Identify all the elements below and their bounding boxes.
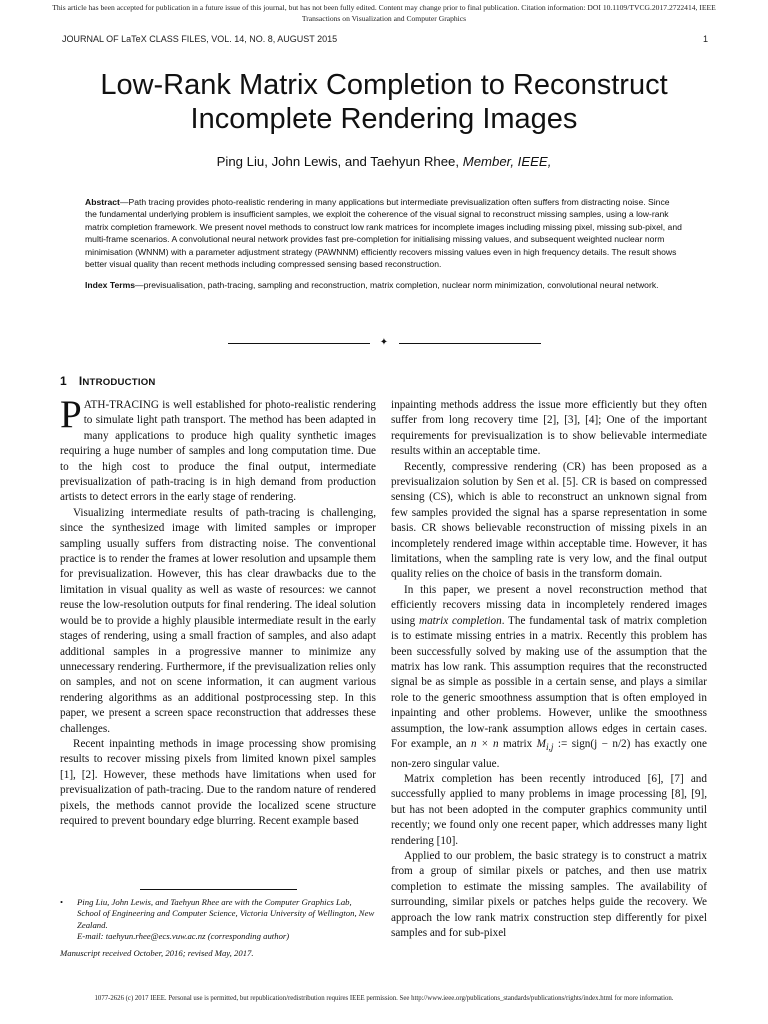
paragraph-text: matrix	[498, 737, 537, 750]
section-title-rest: NTRODUCTION	[82, 377, 156, 388]
divider-line-left	[228, 343, 370, 344]
section-heading	[60, 374, 156, 388]
journal-info: JOURNAL OF LaTeX CLASS FILES, VOL. 14, NO. 8, AUGUST 2015	[62, 34, 338, 44]
footnote-body	[77, 897, 376, 942]
lead-in-smallcaps: ATH-TRACING	[83, 399, 159, 411]
abstract-text: —Path tracing provides photo-realistic rendering in many applications but intermediate previsualization often suffers from distracting noise. Since the fundamental underlying problem is insufficient samples, we exploit the coherence of the visual signal to reconstruct missing samples, using a low-rank matrix completion framework. We present novel methods to construct low rank matrices for incomplete images including missing pixel, missing sub-pixel, and multi-frame scenarios. A convolutional neural network provides fast pre-completion for initialising missing values, and subsequent weighted nuclear norm minimisation (WNNM) with a parameter adjustment strategy (PAWNNM) efficiently recovers missing values even in high frequency details. The result shows better visual quality than recent methods including compressed sensing based reconstruction.	[85, 197, 682, 270]
copyright-footer: 1077-2626 (c) 2017 IEEE. Personal use is permitted, but republication/redistribution requires IEEE permission. See http://www.ieee.org/publications_standards/publications/rights/index.html for more information.	[94, 995, 674, 1002]
paper-title	[40, 68, 728, 136]
paragraph-text: In this paper, we present a novel reconstruction method that efficiently recovers missing data in incompletely rendered images using	[391, 583, 707, 627]
section-title-initial: I	[78, 374, 83, 388]
section-number: 1	[60, 374, 67, 388]
paragraph: Recently, compressive rendering (CR) has been proposed as a previsualizaion solution by Sen et al. [5]. CR is based on compressed sensing (CS), which is able to reconstruct an unknown signal from few samples provided the signal has a sparse representation in some basis. CR shows believable reconstruction of missing pixels in an incompletely rendered image within acceptable time. However, it has limitations, when the sampling rate is very low, and the final output quality relies on the choice of basis in the transform domain.	[391, 460, 707, 581]
paragraph: inpainting methods address the issue more efficiently but they often suffer from long recovery time [2], [3], [4]; One of the important requirements for previsualization is to show believable intermediate results within an acceptable time.	[391, 399, 707, 458]
index-terms	[85, 279, 682, 291]
acceptance-notice	[20, 3, 748, 24]
paragraph: Visualizing intermediate results of path-tracing is challenging, since the synthesized image with limited samples or improper sampling usually suffers from distracting noise. The conventional practice is to render the frames at lower resolution and upsample them for previsualization. However, this has clear drawbacks due to the limitation in visual quality as well as waste of resources: we cannot reuse the low-resolution outputs for final rendering. The ideal solution would be to provide a highly plausible intermediate result in the early stages of rendering, using a small fraction of samples, and also adapt additional samples in a progressive manner to minimize any unnecessary rendering. Furthermore, if the previsualization relies only on samples, and not on scene information, it can augment various rendering algorithms as an additional postprocessing step. In this paper, we present a screen space reconstruction that addresses these challenges.	[60, 506, 376, 735]
paragraph-text: is well established for photo-realistic rendering to simulate light path transport. The method has been adapted in many applications to produce high quality synthetic images requiring a huge number of samples and long computation time. Due to the high cost to produce the final output, intermediate previsualization of path-tracing is in high demand from production artists to detect errors in the early stage of rendering.	[60, 399, 376, 504]
divider-diamond-icon: ✦	[379, 337, 389, 348]
paragraph: Recent inpainting methods in image processing show promising results to recover missing pixels from limited known pixel samples [1], [2]. However, these methods have limitations when used for previsualization of path-tracing. Due to the random nature of rendered pixels, the methods cannot provide the localized scene structure required to prevent boundary edge blurring. Recent example based	[60, 737, 376, 827]
math-expression: n × n	[471, 737, 499, 750]
abstract	[85, 196, 682, 270]
author-membership: Member, IEEE,	[462, 154, 552, 169]
footnotes	[60, 897, 376, 959]
footnote-rule	[140, 889, 297, 890]
index-terms-text: —previsualisation, path-tracing, sampling and reconstruction, matrix completion, nuclear norm minimization, convolutional neural network.	[135, 280, 659, 291]
paragraph	[391, 583, 707, 772]
email-text: E-mail: taehyun.rhee@ecs.vuw.ac.nz (corresponding author)	[77, 930, 290, 941]
paragraph	[60, 393, 376, 506]
paragraph: Matrix completion has been recently introduced [6], [7] and successfully applied to many problems in image processing [8], [9], but has not been adopted in the computer graphics community until recently; we found only one recent paper, which addresses many light rendering [10].	[391, 772, 707, 847]
title-line-1: Low-Rank Matrix Completion to Reconstruct	[100, 69, 668, 101]
author-names: Ping Liu, John Lewis, and Taehyun Rhee,	[216, 154, 460, 169]
notice-line-2: Transactions on Visualization and Computer Graphics	[301, 13, 467, 23]
footnote-affiliation	[60, 897, 376, 942]
abstract-label: Abstract	[85, 197, 120, 207]
running-head	[62, 34, 708, 44]
notice-line-1: This article has been accepted for publication in a future issue of this journal, but has not been fully edited. Content may change prior to final publication. Citation information: DOI 10.1109/TVCG.2017.2722414, IEEE	[52, 3, 716, 12]
affiliation-text: Ping Liu, John Lewis, and Taehyun Rhee are with the Computer Graphics Lab, School of Engineering and Computer Science, Victoria University of Wellington, New Zealand.	[77, 897, 375, 930]
page-number: 1	[702, 34, 708, 44]
right-column	[391, 398, 707, 941]
paragraph: Applied to our problem, the basic strategy is to construct a matrix from a group of similar pixels or patches, and then use matrix completion to estimate the missing samples. The availability of surrounding, similar pixels or patches helps guide the recovery. We approach the low rank matrix construction step differently for pixel samples and for sub-pixel	[391, 850, 707, 940]
paragraph-text: has exactly one non-zero singular value.	[391, 737, 707, 770]
divider-line-right	[399, 343, 541, 344]
paragraph-text: . The fundamental task of matrix completion is to estimate missing entries in a matrix. Recently this problem has been successfully solved by making use of the assumption that the matrix has low rank. This assumption requires that the reconstructed signal be as simple as possible in a certain sense, and plays a similar role to the generic smoothness assumption that is often employed in inpainting and other problems. However, unlike the smoothness assumption, the low-rank assumption allows edges in certain cases. For example, an	[391, 614, 708, 750]
math-subscript: i,j	[545, 743, 554, 754]
math-expression: := sign(j − n/2)	[553, 737, 631, 750]
math-expression: M	[536, 737, 546, 750]
left-column	[60, 393, 376, 829]
index-terms-label: Index Terms	[85, 280, 135, 291]
bullet-icon: •	[60, 897, 64, 907]
emphasis-text: matrix completion	[419, 614, 502, 627]
section-divider	[228, 337, 541, 349]
manuscript-dates: Manuscript received October, 2016; revised May, 2017.	[60, 948, 254, 959]
drop-cap: P	[60, 393, 82, 436]
title-line-2: Incomplete Rendering Images	[190, 103, 578, 135]
author-list	[40, 154, 728, 169]
abstract-block	[85, 196, 682, 292]
